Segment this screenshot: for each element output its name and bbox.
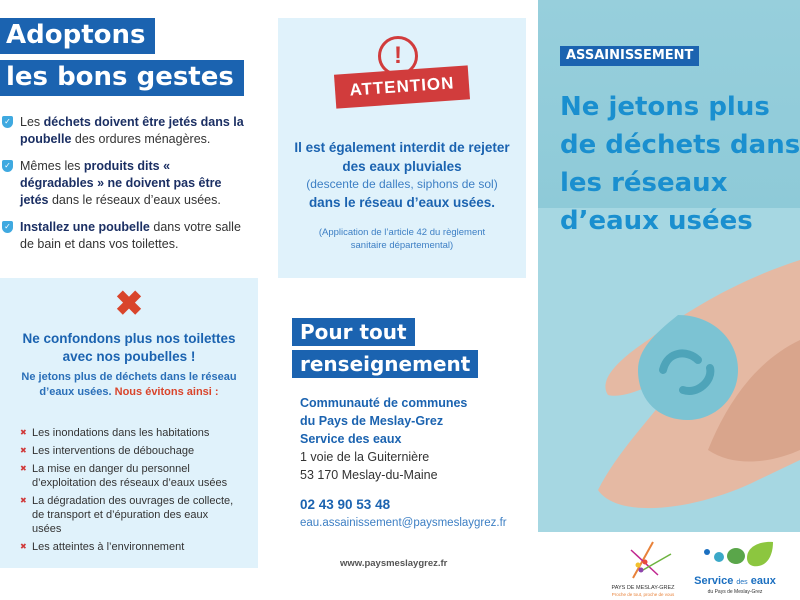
- logo2-name: des: [736, 579, 748, 586]
- check-shield-icon: ✓: [2, 116, 13, 128]
- cover-panel: [538, 0, 800, 532]
- avoid-item: ✖ La mise en danger du personnel d’exploitation des réseaux d’eaux usées: [20, 462, 236, 490]
- org-name-2: du Pays de Meslay-Grez: [300, 414, 444, 428]
- warning-text-2: dans le réseau d’eaux usées.: [308, 195, 496, 210]
- cover-title-line: les réseaux: [560, 168, 728, 198]
- address-city: 53 170 Meslay-du-Maine: [300, 468, 438, 482]
- logo-house-icon: [613, 540, 673, 580]
- org-name: Communauté de communes: [300, 396, 468, 410]
- avoid-box: [0, 278, 258, 568]
- check-shield-icon: ✓: [2, 221, 13, 233]
- box-subtitle-red: Nous évitons ainsi :: [114, 386, 219, 398]
- title-line-2: les bons gestes: [0, 60, 244, 96]
- exclamation-icon: !: [378, 36, 418, 76]
- title-line-1: Adoptons: [0, 18, 155, 54]
- red-cross-icon: ✖: [114, 285, 144, 323]
- avoid-item: ✖ Les atteintes à l’environnement: [20, 540, 236, 554]
- warning-note: (Application de l’article 42 du règlement sanitaire départemental): [318, 227, 486, 251]
- left-title: [0, 18, 244, 96]
- hands-holding-drop-image: [538, 220, 800, 532]
- attention-box: [278, 18, 526, 278]
- phone-number[interactable]: 02 43 90 53 48: [300, 497, 391, 512]
- box-subtitle: Ne jetons plus de déchets dans le réseau d’eaux usées.: [21, 371, 237, 398]
- info-title: [292, 318, 478, 378]
- water-drops-icon: [695, 538, 775, 570]
- box-title: Ne confondons plus nos toilettes avec nos poubelles !: [22, 331, 236, 364]
- tip-item: ✓ Installez une poubelle dans votre salle de bain et dans vos toilettes.: [20, 219, 245, 253]
- logo2-name: Serv: [694, 575, 719, 587]
- logo2-name: ice: [718, 575, 734, 587]
- avoid-item: ✖ La dégradation des ouvrages de collecte, de transport et d’épuration des eaux usées: [20, 494, 236, 536]
- cover-title-line: d’eaux usées: [560, 206, 753, 236]
- tip-item: ✓ Mêmes les produits dits « dégradables » ne doivent pas être jetés dans le réseaux d’eaux usées.: [20, 158, 245, 209]
- service-des-eaux-logo: [690, 538, 780, 595]
- avoid-list: [20, 426, 236, 554]
- category-tag: ASSAINISSEMENT: [560, 46, 699, 66]
- tip-item: ✓ Les déchets doivent être jetés dans la poubelle des ordures ménagères.: [20, 114, 245, 148]
- address-line: 1 voie de la Guiternière: [300, 450, 430, 464]
- contact-block: [300, 394, 507, 532]
- email-link[interactable]: eau.assainissement@paysmeslaygrez.fr: [300, 517, 507, 529]
- cover-title: [560, 88, 800, 240]
- avoid-item: ✖ Les inondations dans les habitations: [20, 426, 236, 440]
- logo-name: PAYS DE MESLAY-GREZ: [611, 585, 675, 591]
- logo-slogan: Proche de tout, proche de vous: [611, 592, 675, 597]
- warning-text: Il est également interdit de rejeter des eaux pluviales: [294, 140, 510, 174]
- pays-meslay-grez-logo: [608, 540, 678, 598]
- cover-title-line: de déchets dans: [560, 130, 800, 160]
- org-service: Service des eaux: [300, 432, 402, 446]
- info-line-2: renseignement: [292, 350, 478, 378]
- logo2-subtitle: du Pays de Meslay-Grez: [707, 589, 763, 595]
- avoid-item: ✖ Les interventions de débouchage: [20, 444, 236, 458]
- check-shield-icon: ✓: [2, 160, 13, 172]
- attention-banner: ATTENTION: [334, 65, 470, 108]
- info-line-1: Pour tout: [292, 318, 415, 346]
- logo2-name: eaux: [750, 575, 776, 587]
- cover-title-line: Ne jetons plus: [560, 92, 770, 122]
- tips-list: [4, 114, 245, 253]
- warning-detail: (descente de dalles, siphons de sol): [306, 177, 498, 191]
- website-link[interactable]: www.paysmeslaygrez.fr: [340, 558, 448, 569]
